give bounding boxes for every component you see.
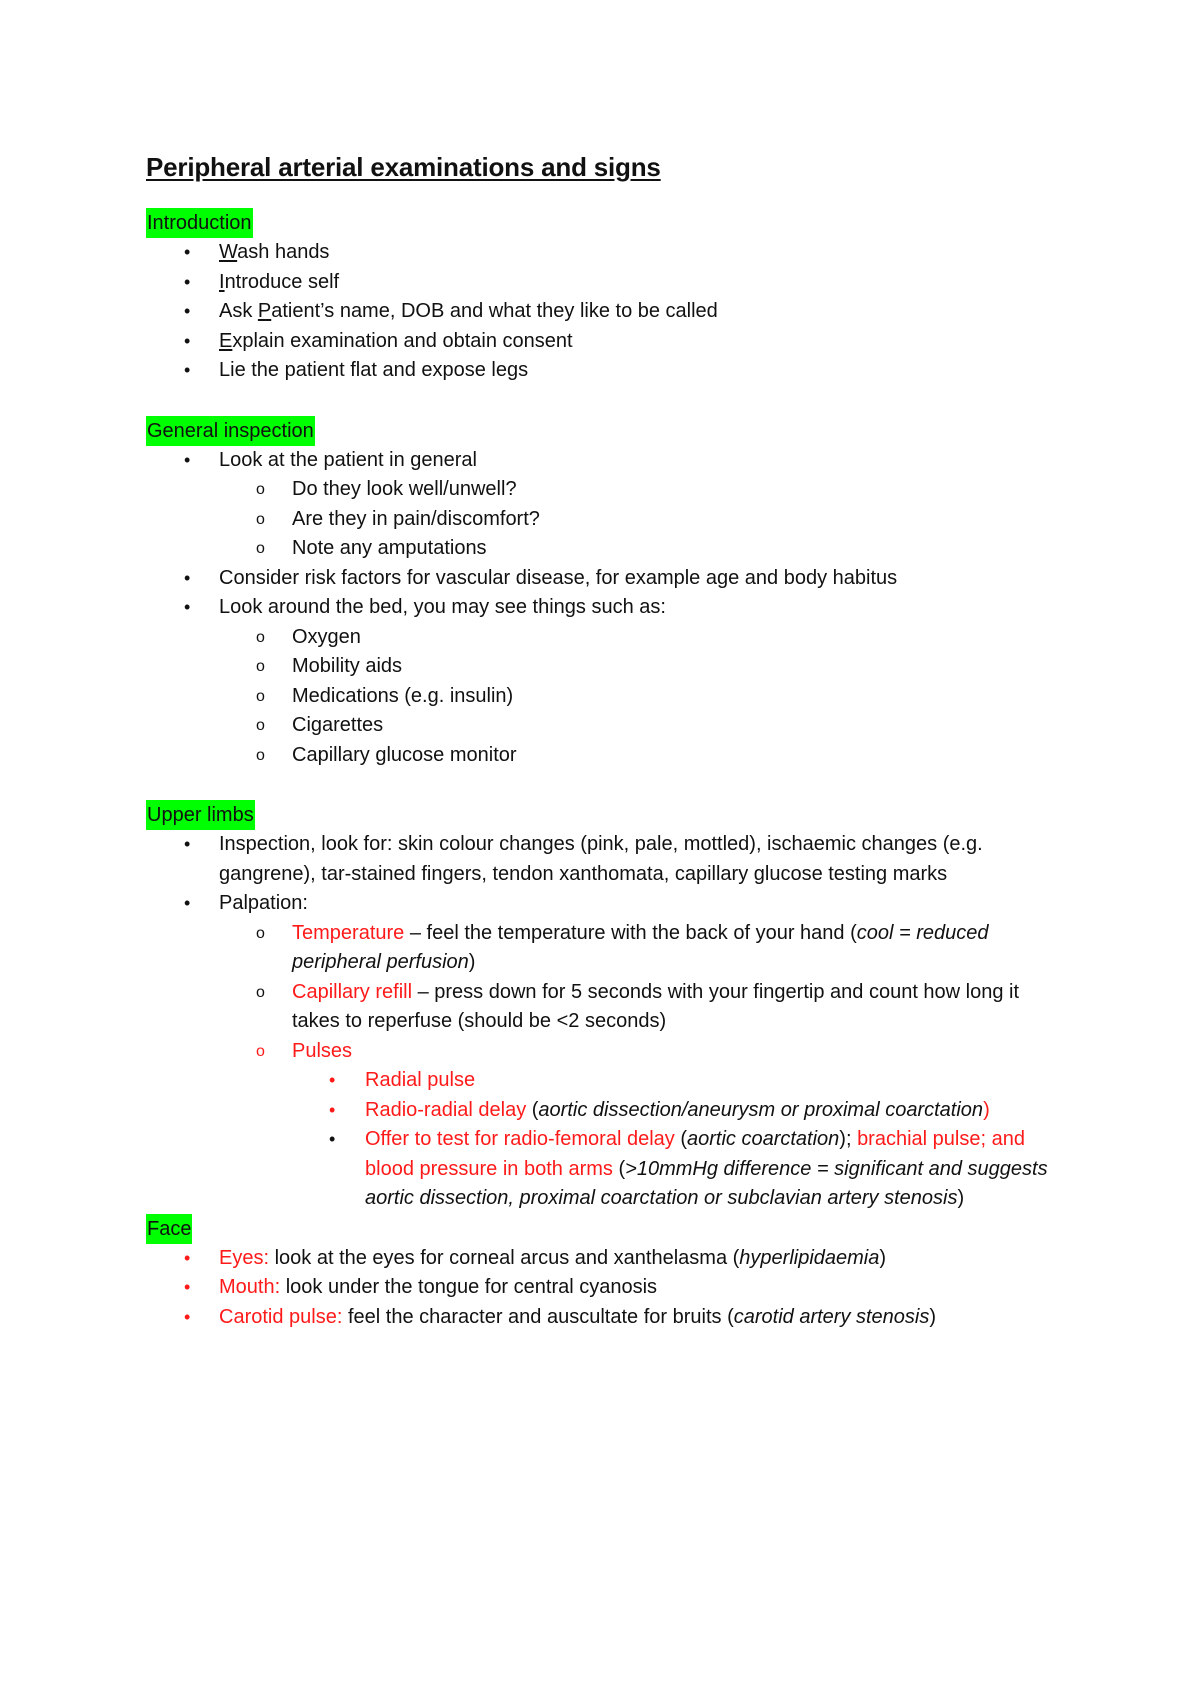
item-text: ) (957, 1187, 965, 1209)
item-label: Radio-radial delay (365, 1098, 527, 1121)
list-item (146, 1244, 1066, 1274)
list-item (146, 238, 1066, 268)
item-note: >10mmHg difference = significant and suggests aortic dissection, proximal coarctation or subclavian artery stenosis (365, 1157, 1048, 1209)
item-text: Oxygen (292, 625, 361, 648)
circle-bullet-icon: o (256, 481, 265, 498)
item-label: Radial pulse (365, 1069, 476, 1091)
sub-list-item (146, 711, 1066, 741)
list-item (146, 593, 1066, 623)
bullet-icon: • (184, 893, 191, 913)
bullet-icon: • (184, 330, 191, 351)
document-body (146, 152, 1066, 1362)
sub-list-item (146, 505, 1066, 535)
general-inspection-list (146, 446, 1066, 771)
item-text: Inspection, look for: skin colour changes (pink, pale, mottled), ischaemic changes (e.g. gangrene), tar-stained fingers, tendon xanthomata, capillary glucose testing marks (219, 833, 983, 885)
section-general-inspection (146, 416, 1066, 771)
sub-sub-list-item (146, 1096, 1066, 1126)
sub-list-item (146, 741, 1066, 771)
upper-limbs-list (146, 830, 1066, 1214)
circle-bullet-icon: o (256, 540, 265, 557)
circle-bullet-icon: o (256, 658, 265, 675)
section-heading-introduction: Introduction (146, 208, 253, 238)
item-text: – feel the temperature with the back of your hand ( (404, 921, 857, 944)
list-item (146, 327, 1066, 357)
mnemonic-letter: W (219, 241, 238, 263)
section-heading-upper-limbs: Upper limbs (146, 800, 255, 830)
mnemonic-letter: I (219, 270, 225, 293)
item-text: Consider risk factors for vascular disease, for example age and body habitus (219, 566, 898, 589)
item-note: cool = reduced peripheral perfusion (292, 921, 989, 973)
item-text: – press down for 5 seconds with your fingertip and count how long it takes to reperfuse (should be <2 seconds) (292, 980, 1020, 1032)
item-label: Temperature (292, 921, 405, 944)
list-item (146, 446, 1066, 476)
item-text: ) (468, 951, 476, 973)
item-note: hyperlipidaemia (739, 1246, 880, 1269)
list-item (146, 830, 1066, 889)
section-face (146, 1214, 1066, 1333)
mnemonic-letter: E (219, 329, 233, 352)
item-text: Capillary glucose monitor (292, 743, 517, 766)
item-text: Note any amputations (292, 537, 487, 559)
bullet-icon: • (184, 301, 191, 321)
item-text: Do they look well/unwell? (292, 478, 517, 500)
sub-list-item (146, 534, 1066, 564)
item-note: aortic dissection/aneurysm or proximal coarctation (538, 1098, 984, 1121)
list-item (146, 889, 1066, 919)
bullet-icon: • (184, 834, 191, 854)
item-text: Palpation: (219, 892, 308, 914)
circle-bullet-icon: o (256, 746, 265, 764)
circle-bullet-icon: o (256, 687, 265, 705)
item-text: Are they in pain/discomfort? (292, 507, 540, 530)
circle-bullet-icon: o (256, 983, 265, 1001)
sub-sub-list-item (146, 1066, 1066, 1096)
circle-bullet-icon: o (256, 1042, 265, 1060)
item-label: Pulses (292, 1039, 353, 1062)
document-title: Peripheral arterial examinations and signs (146, 152, 661, 182)
item-text: ash hands (237, 241, 330, 263)
circle-bullet-icon: o (256, 924, 265, 942)
item-label: Eyes: (219, 1246, 270, 1269)
list-item (146, 268, 1066, 298)
bullet-icon: • (184, 1247, 191, 1268)
section-heading-general-inspection: General inspection (146, 416, 315, 446)
list-item (146, 1303, 1066, 1333)
circle-bullet-icon: o (256, 717, 265, 734)
item-label: Capillary refill (292, 980, 413, 1003)
item-text: feel the character and auscultate for bruits ( (342, 1305, 734, 1328)
list-item (146, 356, 1066, 386)
sub-list-item (146, 919, 1066, 978)
bullet-icon: • (184, 449, 191, 470)
list-item (146, 297, 1066, 327)
sub-list-item (146, 978, 1066, 1037)
item-text: ) (879, 1246, 887, 1269)
bullet-icon: • (184, 567, 191, 588)
circle-bullet-icon: o (256, 628, 265, 646)
bullet-icon: • (329, 1070, 336, 1090)
sub-list-item (146, 652, 1066, 682)
item-text: ( (674, 1128, 687, 1150)
item-text: ) (929, 1305, 937, 1328)
section-heading-face: Face (146, 1214, 192, 1244)
introduction-list (146, 238, 1066, 386)
sub-list-item (146, 475, 1066, 505)
bullet-icon: • (184, 597, 191, 617)
bullet-icon: • (184, 1277, 191, 1297)
section-upper-limbs (146, 800, 1066, 1214)
section-introduction (146, 208, 1066, 386)
bullet-icon: • (329, 1129, 336, 1149)
circle-bullet-icon: o (256, 510, 265, 528)
bullet-icon: • (184, 1306, 191, 1327)
item-text: Medications (e.g. insulin) (292, 684, 514, 707)
item-label: Offer to test for radio-femoral delay (365, 1128, 675, 1150)
item-text: ); (839, 1128, 858, 1150)
item-text: xplain examination and obtain consent (232, 329, 573, 352)
item-text: ntroduce self (224, 270, 340, 293)
sub-list-item (146, 623, 1066, 653)
item-text: ( (526, 1098, 539, 1121)
item-text: Mobility aids (292, 655, 403, 677)
item-text: Cigarettes (292, 714, 384, 736)
item-text: look under the tongue for central cyanosis (280, 1276, 658, 1298)
item-text: Lie the patient flat and expose legs (219, 359, 529, 381)
bullet-icon: • (184, 360, 191, 380)
item-text: ( (612, 1157, 626, 1180)
item-text: Look at the patient in general (219, 448, 477, 471)
item-note: aortic coarctation (686, 1128, 840, 1150)
bullet-icon: • (184, 242, 191, 262)
mnemonic-letter: P (257, 300, 272, 322)
item-label: Mouth: (219, 1276, 281, 1298)
sub-list-item (146, 1037, 1066, 1067)
list-item (146, 1273, 1066, 1303)
bullet-icon: • (329, 1099, 336, 1120)
face-list (146, 1244, 1066, 1333)
item-text: atient’s name, DOB and what they like to be called (271, 300, 718, 322)
item-text: Ask (219, 300, 258, 322)
item-label: Carotid pulse: (219, 1305, 343, 1328)
sub-sub-list-item (146, 1125, 1066, 1214)
item-text: Look around the bed, you may see things such as: (219, 596, 666, 618)
item-text: ) (983, 1098, 990, 1121)
item-note: carotid artery stenosis (733, 1305, 930, 1328)
item-label: brachial pulse; and blood pressure in both arms (365, 1128, 1025, 1180)
bullet-icon: • (184, 271, 191, 292)
item-text: look at the eyes for corneal arcus and xanthelasma ( (269, 1246, 740, 1269)
sub-list-item (146, 682, 1066, 712)
list-item (146, 564, 1066, 594)
